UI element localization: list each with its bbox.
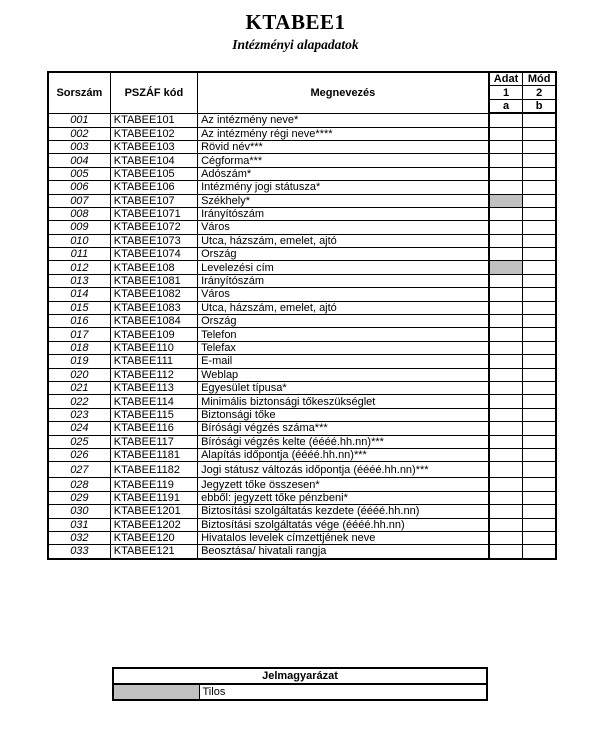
row-cell-adat[interactable] <box>489 395 523 408</box>
row-cell-mod[interactable] <box>523 113 556 127</box>
table-body <box>48 113 556 559</box>
row-name: Bírósági végzés kelte (éééé.hh.nn)*** <box>198 435 489 448</box>
row-name: Alapítás időpontja (éééé.hh.nn)*** <box>198 448 489 461</box>
row-cell-mod[interactable] <box>523 154 556 167</box>
row-number: 023 <box>48 408 110 421</box>
row-number: 028 <box>48 478 110 491</box>
row-name: Ország <box>198 248 489 261</box>
table-row <box>48 545 556 559</box>
row-number: 032 <box>48 531 110 544</box>
row-cell-mod[interactable] <box>523 422 556 435</box>
row-code: KTABEE107 <box>110 194 197 207</box>
table-row <box>48 221 556 234</box>
row-number: 031 <box>48 518 110 531</box>
row-name: Biztonsági tőke <box>198 408 489 421</box>
table-row <box>48 113 556 127</box>
table-row <box>48 531 556 544</box>
table-row <box>48 248 556 261</box>
row-number: 020 <box>48 368 110 381</box>
row-cell-adat[interactable] <box>489 181 523 194</box>
row-cell-mod[interactable] <box>523 545 556 559</box>
row-name: Az intézmény neve* <box>198 113 489 127</box>
row-cell-mod[interactable] <box>523 194 556 207</box>
table-row <box>48 274 556 287</box>
row-cell-adat[interactable] <box>489 422 523 435</box>
row-cell-mod[interactable] <box>523 167 556 180</box>
row-name: Biztosítási szolgáltatás kezdete (éééé.hh.nn) <box>198 505 489 518</box>
legend-title: Jelmagyarázat <box>113 668 487 684</box>
row-cell-adat[interactable] <box>489 545 523 559</box>
row-number: 022 <box>48 395 110 408</box>
header-adat: Adat <box>489 72 523 86</box>
row-number: 012 <box>48 261 110 274</box>
row-cell-adat[interactable] <box>489 478 523 491</box>
row-number: 014 <box>48 288 110 301</box>
row-code: KTABEE108 <box>110 261 197 274</box>
row-code: KTABEE106 <box>110 181 197 194</box>
row-number: 025 <box>48 435 110 448</box>
table-row <box>48 448 556 461</box>
row-number: 006 <box>48 181 110 194</box>
row-cell-mod[interactable] <box>523 315 556 328</box>
row-number: 004 <box>48 154 110 167</box>
row-number: 030 <box>48 505 110 518</box>
row-code: KTABEE1201 <box>110 505 197 518</box>
row-cell-adat[interactable] <box>489 505 523 518</box>
row-code: KTABEE121 <box>110 545 197 559</box>
row-cell-mod[interactable] <box>523 395 556 408</box>
row-cell-adat[interactable] <box>489 448 523 461</box>
row-name: Telefon <box>198 328 489 341</box>
row-cell-mod[interactable] <box>523 505 556 518</box>
row-name: Az intézmény régi neve**** <box>198 127 489 140</box>
row-number: 007 <box>48 194 110 207</box>
row-cell-mod[interactable] <box>523 368 556 381</box>
row-cell-mod[interactable] <box>523 531 556 544</box>
table-row <box>48 194 556 207</box>
row-cell-adat[interactable] <box>489 274 523 287</box>
row-cell-mod[interactable] <box>523 221 556 234</box>
row-code: KTABEE113 <box>110 381 197 394</box>
row-name: Irányítószám <box>198 274 489 287</box>
table-row <box>48 505 556 518</box>
row-code: KTABEE1182 <box>110 462 197 478</box>
row-number: 002 <box>48 127 110 140</box>
row-code: KTABEE102 <box>110 127 197 140</box>
row-code: KTABEE1072 <box>110 221 197 234</box>
row-cell-adat[interactable] <box>489 288 523 301</box>
row-name: Biztosítási szolgáltatás vége (éééé.hh.nn) <box>198 518 489 531</box>
row-cell-mod[interactable] <box>523 207 556 220</box>
row-name: Minimális biztonsági tőkeszükséglet <box>198 395 489 408</box>
row-number: 026 <box>48 448 110 461</box>
row-cell-mod[interactable] <box>523 518 556 531</box>
header-sorszam: Sorszám <box>48 72 110 113</box>
row-code: KTABEE1084 <box>110 315 197 328</box>
row-cell-mod[interactable] <box>523 274 556 287</box>
row-cell-adat[interactable] <box>489 234 523 247</box>
row-name: Adószám* <box>198 167 489 180</box>
row-cell-adat[interactable] <box>489 408 523 421</box>
table-row <box>48 341 556 354</box>
row-name: Jogi státusz változás időpontja (éééé.hh.nn)*** <box>198 462 489 478</box>
row-cell-adat[interactable] <box>489 491 523 504</box>
row-cell-adat[interactable] <box>489 154 523 167</box>
table-row <box>48 140 556 153</box>
table-row <box>48 154 556 167</box>
row-code: KTABEE110 <box>110 341 197 354</box>
legend-table <box>112 667 488 701</box>
header-mod: Mód <box>523 72 556 86</box>
row-cell-mod[interactable] <box>523 301 556 314</box>
row-name: Utca, házszám, emelet, ajtó <box>198 234 489 247</box>
row-cell-adat[interactable] <box>489 328 523 341</box>
row-name: Weblap <box>198 368 489 381</box>
row-name: Beosztása/ hivatali rangja <box>198 545 489 559</box>
row-code: KTABEE105 <box>110 167 197 180</box>
row-code: KTABEE111 <box>110 355 197 368</box>
row-number: 015 <box>48 301 110 314</box>
row-code: KTABEE1181 <box>110 448 197 461</box>
row-cell-adat[interactable] <box>489 315 523 328</box>
row-cell-adat[interactable] <box>489 248 523 261</box>
row-cell-mod[interactable] <box>523 462 556 478</box>
row-cell-adat[interactable] <box>489 381 523 394</box>
row-cell-adat[interactable] <box>489 301 523 314</box>
row-number: 008 <box>48 207 110 220</box>
row-name: Egyesület típusa* <box>198 381 489 394</box>
row-code: KTABEE1202 <box>110 518 197 531</box>
row-name: Irányítószám <box>198 207 489 220</box>
row-number: 024 <box>48 422 110 435</box>
table-row <box>48 234 556 247</box>
table-row <box>48 181 556 194</box>
row-cell-adat[interactable] <box>489 207 523 220</box>
row-name: E-mail <box>198 355 489 368</box>
row-cell-mod[interactable] <box>523 140 556 153</box>
row-code: KTABEE1073 <box>110 234 197 247</box>
row-code: KTABEE120 <box>110 531 197 544</box>
row-name: Utca, házszám, emelet, ajtó <box>198 301 489 314</box>
table-row <box>48 478 556 491</box>
table-row <box>48 422 556 435</box>
table-row <box>48 355 556 368</box>
row-name: ebből: jegyzett tőke pénzbeni* <box>198 491 489 504</box>
row-cell-mod[interactable] <box>523 234 556 247</box>
row-code: KTABEE115 <box>110 408 197 421</box>
row-name: Város <box>198 288 489 301</box>
row-code: KTABEE1083 <box>110 301 197 314</box>
row-cell-adat[interactable] <box>489 368 523 381</box>
row-cell-adat[interactable] <box>489 113 523 127</box>
row-number: 021 <box>48 381 110 394</box>
row-name: Intézmény jogi státusza* <box>198 181 489 194</box>
row-cell-mod[interactable] <box>523 127 556 140</box>
data-table <box>47 71 557 560</box>
table-row <box>48 408 556 421</box>
row-cell-adat[interactable] <box>489 462 523 478</box>
row-code: KTABEE1071 <box>110 207 197 220</box>
row-cell-mod[interactable] <box>523 328 556 341</box>
row-number: 019 <box>48 355 110 368</box>
table-row <box>48 261 556 274</box>
row-cell-adat[interactable] <box>489 518 523 531</box>
row-code: KTABEE103 <box>110 140 197 153</box>
row-code: KTABEE117 <box>110 435 197 448</box>
header-num-1: 1 <box>489 86 523 99</box>
row-code: KTABEE116 <box>110 422 197 435</box>
header-letter-a: a <box>489 99 523 113</box>
table-row <box>48 381 556 394</box>
row-name: Ország <box>198 315 489 328</box>
table-row <box>48 435 556 448</box>
row-number: 005 <box>48 167 110 180</box>
row-number: 013 <box>48 274 110 287</box>
row-number: 003 <box>48 140 110 153</box>
row-code: KTABEE114 <box>110 395 197 408</box>
row-name: Székhely* <box>198 194 489 207</box>
row-number: 033 <box>48 545 110 559</box>
row-cell-mod[interactable] <box>523 478 556 491</box>
table-row <box>48 395 556 408</box>
row-cell-adat <box>489 261 523 274</box>
page-title: KTABEE1 <box>245 10 346 34</box>
row-cell-adat <box>489 194 523 207</box>
row-code: KTABEE101 <box>110 113 197 127</box>
row-cell-adat[interactable] <box>489 127 523 140</box>
legend-label: Tilos <box>199 684 487 700</box>
row-name: Város <box>198 221 489 234</box>
row-cell-mod[interactable] <box>523 181 556 194</box>
row-cell-mod[interactable] <box>523 355 556 368</box>
row-name: Jegyzett tőke összesen* <box>198 478 489 491</box>
row-number: 009 <box>48 221 110 234</box>
table-row <box>48 518 556 531</box>
row-name: Hivatalos levelek címzettjének neve <box>198 531 489 544</box>
row-cell-adat[interactable] <box>489 341 523 354</box>
row-number: 027 <box>48 462 110 478</box>
row-code: KTABEE1081 <box>110 274 197 287</box>
header-num-2: 2 <box>523 86 556 99</box>
table-row <box>48 315 556 328</box>
row-cell-mod[interactable] <box>523 288 556 301</box>
table-row <box>48 207 556 220</box>
row-number: 018 <box>48 341 110 354</box>
row-cell-mod[interactable] <box>523 491 556 504</box>
row-code: KTABEE104 <box>110 154 197 167</box>
row-cell-adat[interactable] <box>489 167 523 180</box>
row-cell-adat[interactable] <box>489 140 523 153</box>
row-cell-mod[interactable] <box>523 341 556 354</box>
row-name: Telefax <box>198 341 489 354</box>
table-row <box>48 462 556 478</box>
table-row <box>48 288 556 301</box>
row-code: KTABEE1082 <box>110 288 197 301</box>
row-number: 010 <box>48 234 110 247</box>
table-row <box>48 127 556 140</box>
row-code: KTABEE1074 <box>110 248 197 261</box>
table-row <box>48 368 556 381</box>
row-cell-mod[interactable] <box>523 448 556 461</box>
table-row <box>48 301 556 314</box>
legend-gray-swatch <box>113 684 199 700</box>
row-name: Rövid név*** <box>198 140 489 153</box>
row-number: 011 <box>48 248 110 261</box>
table-row <box>48 491 556 504</box>
row-code: KTABEE1191 <box>110 491 197 504</box>
row-code: KTABEE109 <box>110 328 197 341</box>
row-cell-adat[interactable] <box>489 435 523 448</box>
row-number: 016 <box>48 315 110 328</box>
row-cell-adat[interactable] <box>489 531 523 544</box>
row-cell-mod[interactable] <box>523 381 556 394</box>
row-cell-mod[interactable] <box>523 261 556 274</box>
page-subtitle: Intézményi alapadatok <box>232 37 359 52</box>
table-row <box>48 328 556 341</box>
row-number: 029 <box>48 491 110 504</box>
row-name: Bírósági végzés száma*** <box>198 422 489 435</box>
row-cell-mod[interactable] <box>523 248 556 261</box>
row-number: 001 <box>48 113 110 127</box>
table-row <box>48 167 556 180</box>
header-pszaf-kod: PSZÁF kód <box>110 72 197 113</box>
row-cell-mod[interactable] <box>523 435 556 448</box>
row-number: 017 <box>48 328 110 341</box>
header-letter-b: b <box>523 99 556 113</box>
row-name: Cégforma*** <box>198 154 489 167</box>
header-megnevezes: Megnevezés <box>198 72 489 113</box>
row-cell-adat[interactable] <box>489 221 523 234</box>
row-cell-adat[interactable] <box>489 355 523 368</box>
row-code: KTABEE119 <box>110 478 197 491</box>
row-name: Levelezési cím <box>198 261 489 274</box>
row-cell-mod[interactable] <box>523 408 556 421</box>
row-code: KTABEE112 <box>110 368 197 381</box>
